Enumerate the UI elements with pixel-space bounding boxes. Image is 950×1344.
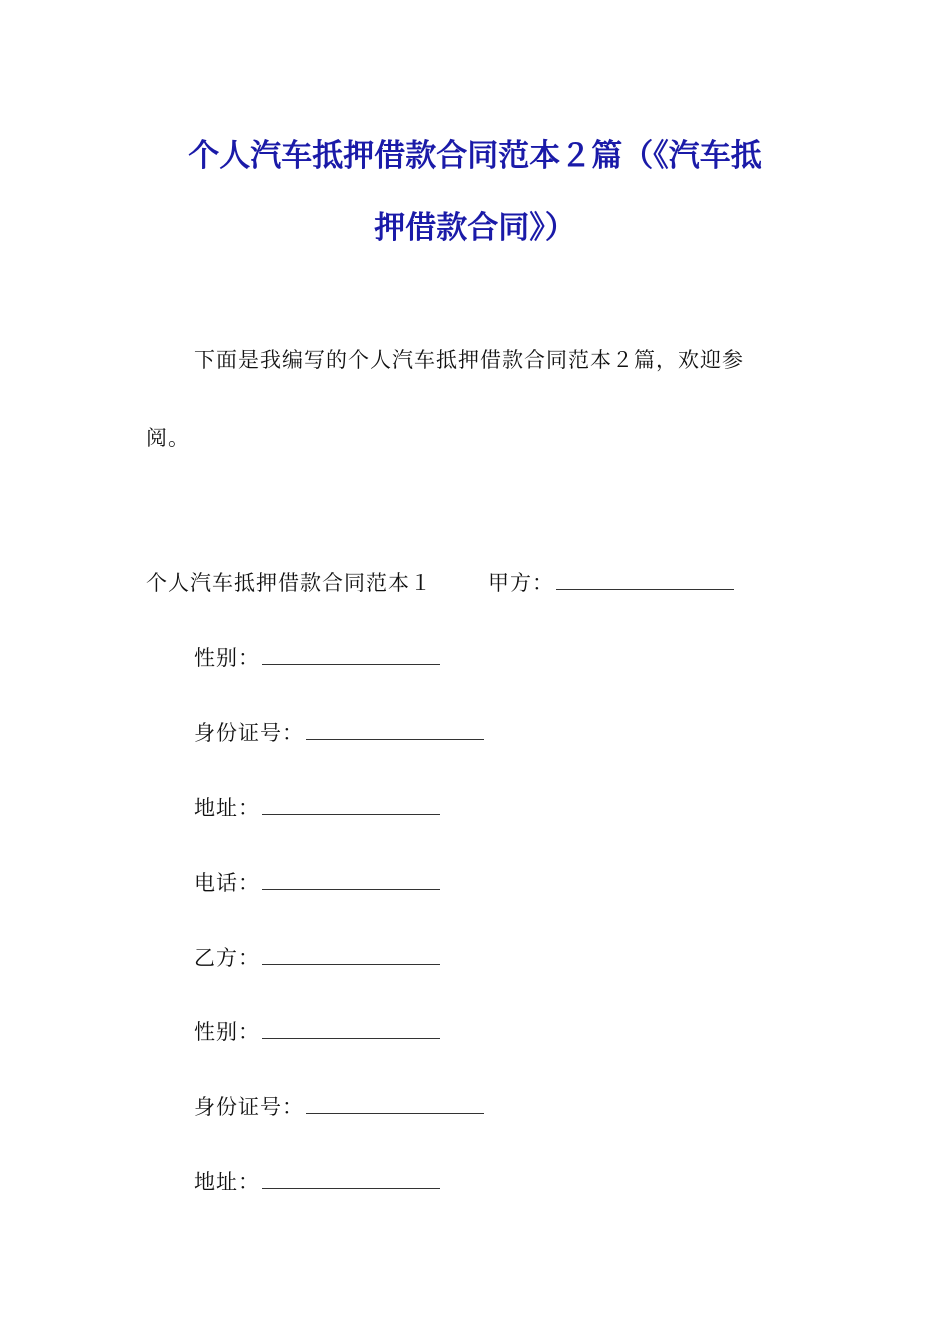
field-label: 身份证号： bbox=[194, 1095, 304, 1119]
intro-paragraph-line-2: 阅。 bbox=[146, 426, 190, 450]
form-field-phone-a bbox=[194, 870, 440, 896]
form-field-address-b bbox=[194, 1169, 440, 1195]
intro-paragraph-line-1: 下面是我编写的个人汽车抵押借款合同范本２篇，欢迎参 bbox=[194, 348, 744, 372]
field-label: 性别： bbox=[194, 1020, 260, 1044]
field-blank bbox=[306, 721, 484, 740]
field-blank bbox=[262, 646, 440, 665]
party-a-blank bbox=[556, 571, 734, 590]
form-field-gender-a bbox=[194, 645, 440, 671]
field-blank bbox=[306, 1095, 484, 1114]
field-label: 电话： bbox=[194, 871, 260, 895]
document-title-line-1: 个人汽车抵押借款合同范本２篇（《汽车抵 bbox=[188, 138, 762, 174]
form-field-address-a bbox=[194, 795, 440, 821]
field-label: 身份证号： bbox=[194, 721, 304, 745]
field-blank bbox=[262, 871, 440, 890]
field-label: 地址： bbox=[194, 796, 260, 820]
field-label: 乙方： bbox=[194, 946, 260, 970]
form-field-party-b bbox=[194, 945, 440, 971]
field-label: 地址： bbox=[194, 1170, 260, 1194]
document-title-line-2: 押借款合同》） bbox=[374, 210, 576, 246]
field-blank bbox=[262, 1170, 440, 1189]
field-label: 性别： bbox=[194, 646, 260, 670]
contract-heading: 个人汽车抵押借款合同范本１ bbox=[146, 571, 432, 595]
contract-heading-row bbox=[146, 570, 734, 596]
party-a-label: 甲方： bbox=[488, 571, 554, 595]
form-field-id-a bbox=[194, 720, 484, 746]
form-field-id-b bbox=[194, 1094, 484, 1120]
field-blank bbox=[262, 796, 440, 815]
field-blank bbox=[262, 946, 440, 965]
field-blank bbox=[262, 1020, 440, 1039]
form-field-gender-b bbox=[194, 1019, 440, 1045]
